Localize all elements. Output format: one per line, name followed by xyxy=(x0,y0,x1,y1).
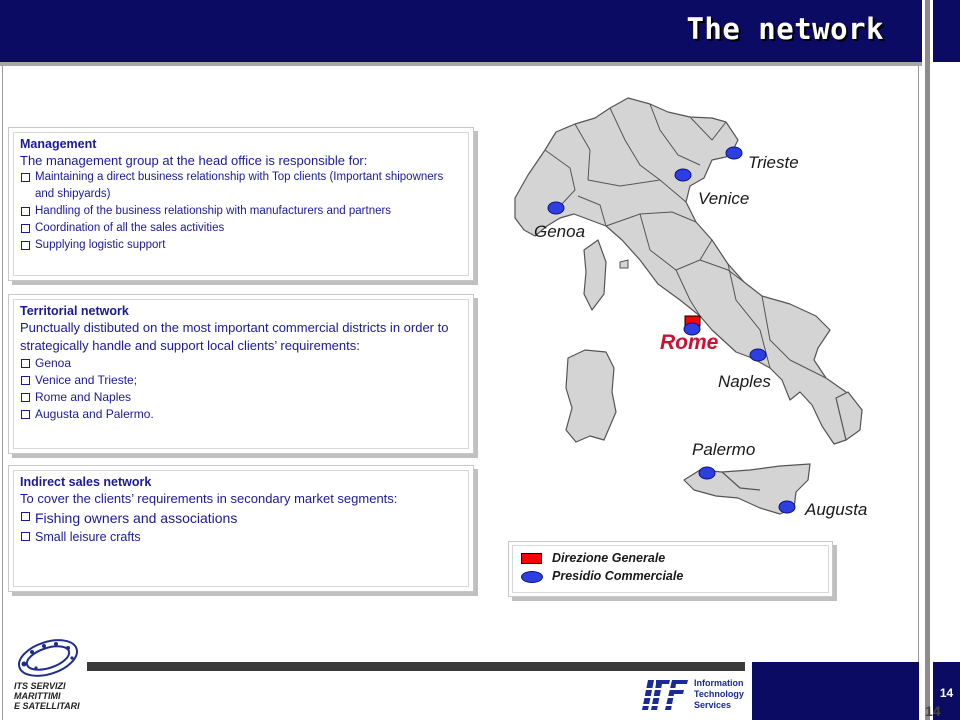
management-item: Handling of the business relationship with manufacturers and partners xyxy=(20,203,462,220)
management-list xyxy=(20,169,462,254)
genoa-marker xyxy=(548,202,564,214)
territorial-item: Rome and Naples xyxy=(20,389,462,406)
territorial-heading: Territorial network xyxy=(20,304,129,318)
trieste-marker xyxy=(726,147,742,159)
its-logo-line: MARITTIMI xyxy=(14,691,61,701)
indirect-heading: Indirect sales network xyxy=(20,475,152,489)
augusta-label: Augusta xyxy=(805,500,868,519)
indirect-item: Small leisure crafts xyxy=(20,528,462,546)
palermo-label: Palermo xyxy=(692,440,756,459)
indirect-intro: To cover the clients’ requirements in secondary market segments: xyxy=(20,491,398,506)
legend-office-label: Presidio Commerciale xyxy=(552,569,684,583)
legend-hq-label: Direzione Generale xyxy=(552,551,666,565)
page-number: 14 xyxy=(933,662,960,720)
genoa-label: Genoa xyxy=(534,222,586,241)
sardinia xyxy=(566,350,616,442)
territorial-list xyxy=(20,355,462,423)
vertical-divider-white-2 xyxy=(930,0,933,720)
territorial-item: Genoa xyxy=(20,355,462,372)
its-logo-text xyxy=(14,681,80,711)
its-services-logo-icon xyxy=(640,676,690,714)
palermo-marker xyxy=(699,467,715,479)
naples-marker xyxy=(750,349,766,361)
trieste-label: Trieste xyxy=(748,153,799,172)
elba xyxy=(620,260,628,268)
indirect-list xyxy=(20,508,462,546)
its-services-logo-text xyxy=(694,678,744,711)
footer-navy-block xyxy=(752,662,919,720)
corsica xyxy=(584,240,606,310)
rome-label: Rome xyxy=(660,331,719,354)
management-intro: The management group at the head office is responsible for: xyxy=(20,153,368,168)
page-title: The network xyxy=(686,12,884,46)
territorial-item: Augusta and Palermo. xyxy=(20,406,462,423)
augusta-marker xyxy=(779,501,795,513)
header-side-strip xyxy=(933,0,960,62)
venice-label: Venice xyxy=(698,189,750,208)
its-services-line: Technology xyxy=(694,689,744,699)
indirect-item: Fishing owners and associations xyxy=(20,508,462,528)
its-logo-line: ITS SERVIZI xyxy=(14,681,66,691)
management-box xyxy=(8,127,474,281)
italy-map xyxy=(480,90,880,530)
its-services-line: Information xyxy=(694,678,744,688)
map-legend xyxy=(508,541,833,597)
territorial-item: Venice and Trieste; xyxy=(20,372,462,389)
management-item: Supplying logistic support xyxy=(20,237,462,254)
territorial-box xyxy=(8,294,474,454)
venice-marker xyxy=(675,169,691,181)
its-services-line: Services xyxy=(694,700,732,710)
its-logo-line: E SATELLITARI xyxy=(14,701,80,711)
territorial-intro: Punctually distibuted on the most important commercial districts in order to strategically handle and support local clients’ requirements: xyxy=(20,320,449,353)
management-heading: Management xyxy=(20,137,97,151)
indirect-box xyxy=(8,465,474,592)
hq-square-icon xyxy=(521,553,542,564)
office-dot-icon xyxy=(521,571,543,583)
page-number-overlay: 14 xyxy=(925,703,941,719)
management-item: Coordination of all the sales activities xyxy=(20,220,462,237)
management-item: Maintaining a direct business relationship with Top clients (Important shipowners and shipyards) xyxy=(20,169,462,203)
footer-bar xyxy=(87,662,745,671)
naples-label: Naples xyxy=(718,372,771,391)
